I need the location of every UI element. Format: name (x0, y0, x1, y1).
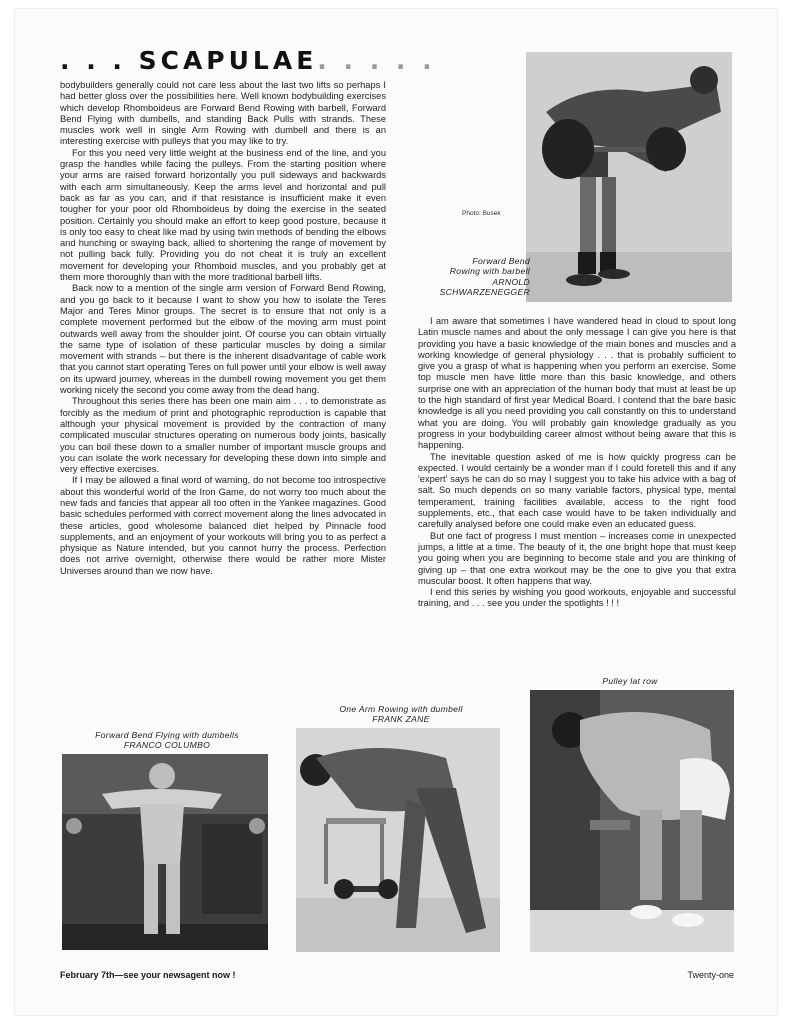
photo-franco-flying (62, 754, 268, 950)
photo-zane-one-arm-row (296, 728, 500, 952)
caption-name: FRANCO COLUMBO (123, 740, 211, 751)
footer-promo: February 7th—see your newsagent now ! (60, 970, 236, 980)
photo-zane-illustration (296, 728, 500, 952)
paragraph: Back now to a mention of the single arm version of Forward Bend Rowing, and you go back to it because I want to show you how to isolate the Teres Major and Teres Minor groups. The secret is to ensure that not only is a complete movement performed but the elbow of the moving arm must point outwards well away from the shoulder joint. Of course you can obtain virtually the same type of isolation of these particular muscles by doing a similar movement with strands – but there is the inherent disadvantage of cable work that you cannot start operating Teres on full power until your elbow is well away on its upward journey, whereas in the dumbell rowing movement you get them working nicely the second you come away from the dead hang. (60, 283, 386, 396)
caption-name: ARNOLD (492, 276, 530, 287)
left-text-column (60, 80, 386, 577)
paragraph: For this you need very little weight at the business end of the line, and you grasp the handles while facing the pulleys. From the starting position where your arms are raised forward horizontally you pull sideways and backwards with each arm simultaneously. Keep the arms level and horizontal and pull back as far as you can, and if that resistance is insufficient make it even tougher for your poor old Rhomboideus by doing the exercise in the seated position. Certainly you should make an effort to keep good posture, because it is only too easy to cheat like mad by using twin methods of bending the elbows and hunching or swaying back, allied to shortening the range of movement by not pulling back fully. Providing you do not cheat it is truly an excellent movement for developing your Rhomboid muscles, and you probably get at them more thoroughly than with the more traditional barbell lifts. (60, 147, 386, 283)
heading-dots-tail: . . . . . (317, 46, 436, 75)
paragraph: I am aware that sometimes I have wandered head in cloud to spout long Latin muscle names and about the only message I can give you here is that providing you have a basic knowledge of the main bones and muscles and a working knowledge of general physiology . . . that is probably sufficient to give you a grasp of what is happening when you perform an exercise. Some top muscle men have little more than this basic knowledge, and others surprise one with an appreciation of the human body that must at least be up to the high standard of first year Medical Board. I contend that the bare basic knowledge is all you need providing you call constantly on this to understand what you are doing. You will probably gain knowledge gradually as you progress in your bodybuilding career almost without being aware that this is happening. (418, 316, 736, 451)
page-heading (60, 46, 520, 75)
caption-line: Forward Bend (472, 256, 530, 266)
caption-name: SCHWARZENEGGER (439, 287, 530, 298)
caption-franco (62, 730, 272, 751)
caption-line: One Arm Rowing with dumbell (339, 704, 463, 714)
caption-line: Rowing with barbell (449, 266, 530, 277)
heading-title: SCAPULAE (138, 46, 318, 75)
page-number: Twenty-one (687, 970, 734, 980)
photo-arnold-illustration (526, 52, 732, 302)
caption-arnold (410, 256, 530, 298)
photo-arnold-barbell-row (526, 52, 732, 302)
caption-pulley (530, 676, 730, 686)
paragraph: If I may be allowed a final word of warning, do not become too introspective about this wonderful world of the Iron Game, do not worry too much about the new fads and fancies that appear all too often in the Yankee magazines. Good basic schedules performed with correct movement along the lines advocated in these articles, good wholesome balanced diet helped by Pinnacle food supplements, and an enjoyment of your workouts will bring you to as perfect a physique as Nature intended, but you cannot hurry the process. Perfection does not arrive overnight, otherwise there would be rather more Mister Universes around than we now have. (60, 475, 386, 576)
paragraph: The inevitable question asked of me is how quickly progress can be expected. I would certainly be a wonder man if I could foretell this and if any 'expert' says he can do so may I suggest you to take his advice with a bag of salt. So much depends on so many variable factors, physical type, mental temperament, training facilities available, access to the right food supplements, etc., that each case would have to be taken individually and carefully analysed before one could make even an educated guess. (418, 451, 736, 530)
paragraph: bodybuilders generally could not care less about the last two lifts so perhaps I had better gloss over the possibilities here. Well known bodybuilding exercises which develop Rhomboideus are Forward Bend Rowing with barbell, Forward Bend Flying with dumbells, and standing Back Pulls with strands. These muscles work well in single Arm Rowing with dumbell and there is an interesting exercise with pulleys that you may like to try. (60, 80, 386, 147)
caption-line: Pulley lat row (602, 676, 658, 686)
photo-franco-illustration (62, 754, 268, 950)
caption-line: Forward Bend Flying with dumbells (95, 730, 239, 740)
caption-name: FRANK ZANE (372, 714, 430, 725)
photo-pulley-lat-row (530, 690, 734, 952)
photo-pulley-illustration (530, 690, 734, 952)
heading-dots-lead: . . . (60, 46, 139, 75)
caption-zane (296, 704, 506, 725)
photo-credit: Photo: Busek (462, 210, 501, 217)
right-text-column (418, 316, 736, 610)
paragraph: But one fact of progress I must mention – increases come in unexpected jumps, a little at a time. The beauty of it, the one bright hope that must keep you going when you are beginning to become stale and you are thinking of giving up – that one extra workout may be the one to give you that extra muscular boost. It often happens that way. (418, 530, 736, 586)
paragraph: Throughout this series there has been one main aim . . . to demonstrate as forcibly as the medium of print and photographic reproduction is capable that although your physical movement is provided by the contraction of many complicated muscular structures operating on numerous body joints, basically you can boil these down to a smaller number of important muscle groups and you can isolate the work necessary for developing these down into simple and very effective exercises. (60, 396, 386, 475)
paragraph: I end this series by wishing you good workouts, enjoyable and successful training, and . . . see you under the spotlights ! ! ! (418, 587, 736, 609)
